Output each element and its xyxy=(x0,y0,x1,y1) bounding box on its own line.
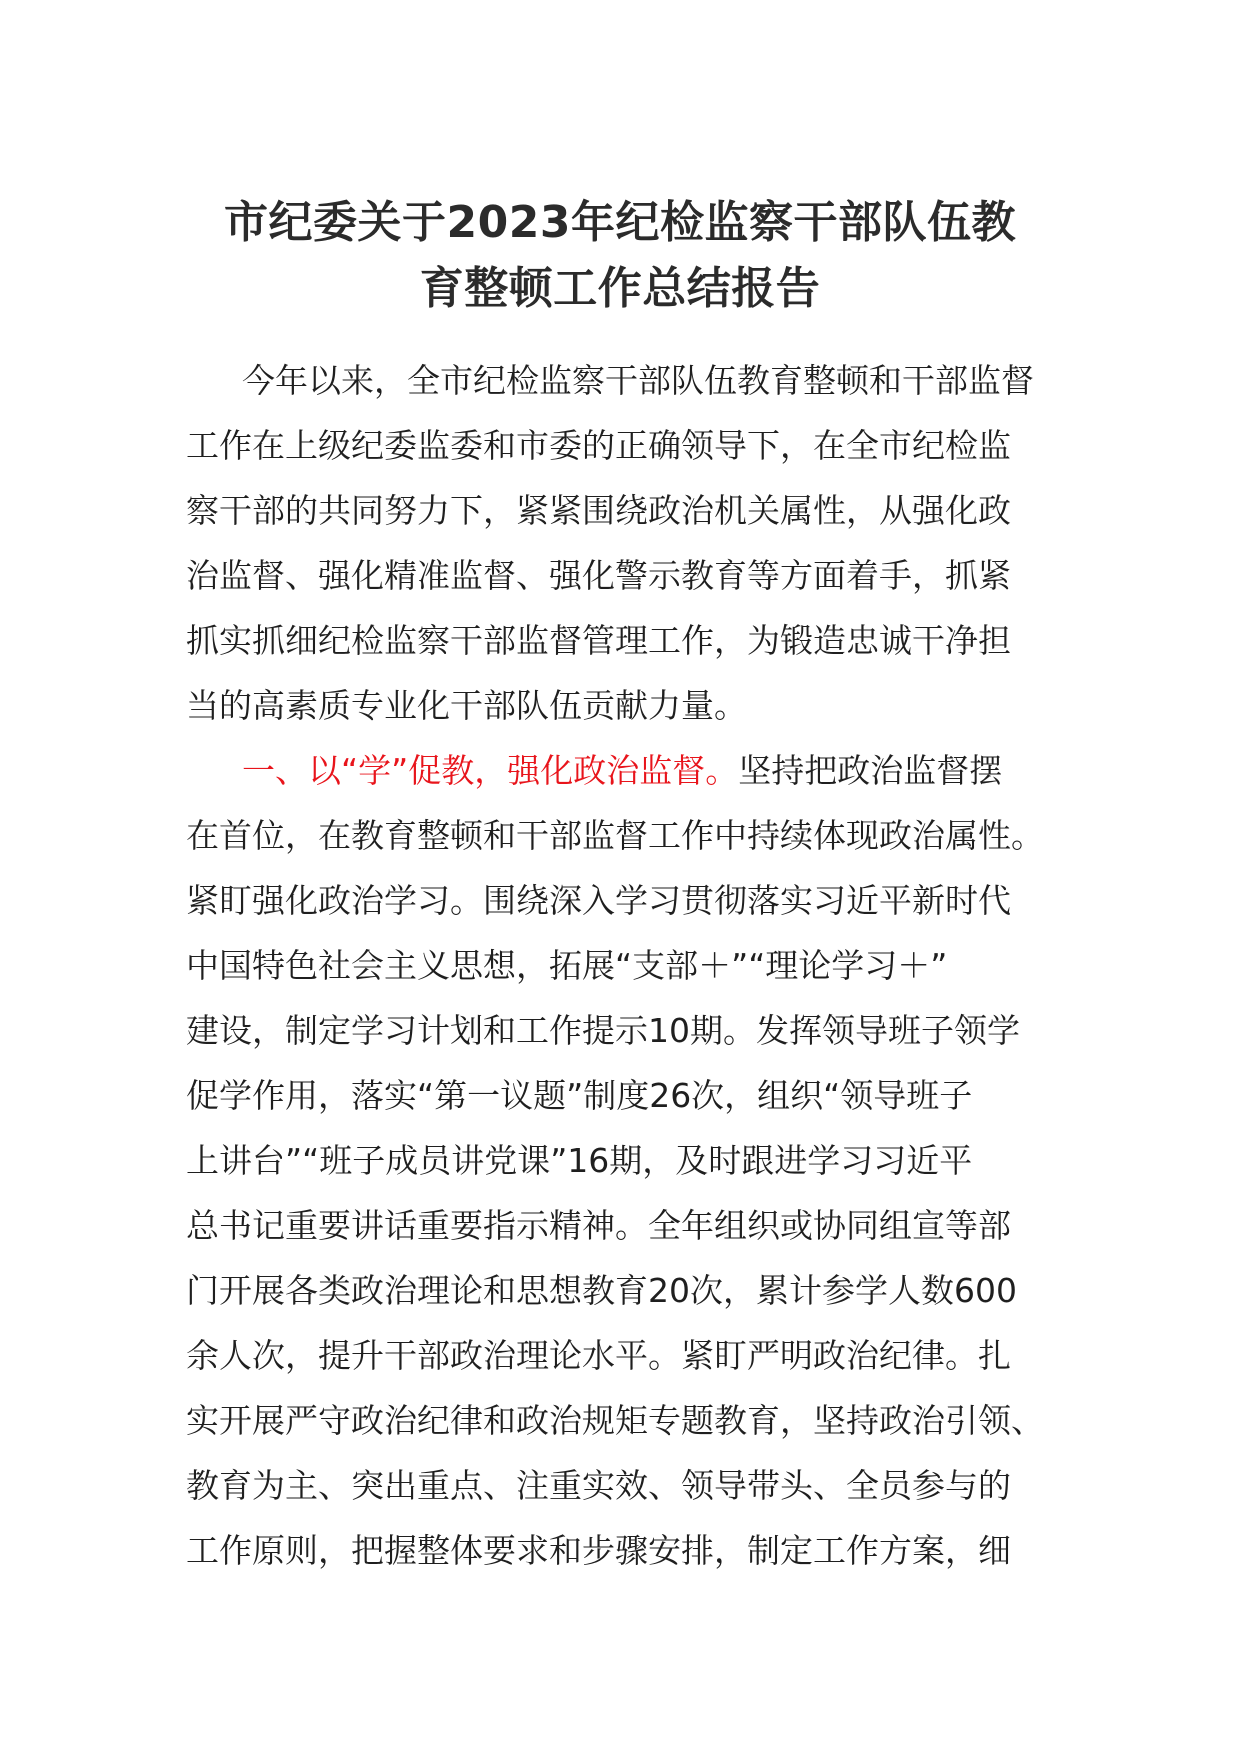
paragraph-line: 今年以来，全市纪检监察干部队伍教育整顿和干部监督 xyxy=(242,361,1034,400)
section-heading-rest: 坚持把政治监督摆 xyxy=(738,751,1003,790)
paragraph-line: 察干部的共同努力下，紧紧围绕政治机关属性，从强化政 xyxy=(186,491,1011,530)
paragraph-intro xyxy=(186,348,1066,738)
paragraph-line: 中国特色社会主义思想，拓展“支部＋”“理论学习＋” xyxy=(186,946,948,985)
paragraph-line: 工作在上级纪委监委和市委的正确领导下，在全市纪检监 xyxy=(186,426,1011,465)
paragraph-line: 当的高素质专业化干部队伍贡献力量。 xyxy=(186,686,747,725)
paragraph-line: 抓实抓细纪检监察干部监督管理工作，为锻造忠诚干净担 xyxy=(186,621,1011,660)
section-heading: 一、以“学”促教，强化政治监督。 xyxy=(242,751,739,790)
paragraph-line: 门开展各类政治理论和思想教育20次，累计参学人数600 xyxy=(186,1271,1017,1310)
paragraph-line: 促学作用，落实“第一议题”制度26次，组织“领导班子 xyxy=(186,1076,973,1115)
paragraph-line: 余人次，提升干部政治理论水平。紧盯严明政治纪律。扎 xyxy=(186,1336,1011,1375)
paragraph-line: 紧盯强化政治学习。围绕深入学习贯彻落实习近平新时代 xyxy=(186,881,1011,920)
document-title xyxy=(180,190,1060,322)
paragraph-line: 治监督、强化精准监督、强化警示教育等方面着手，抓紧 xyxy=(186,556,1011,595)
paragraph-line xyxy=(186,738,1066,803)
paragraph-line: 在首位，在教育整顿和干部监督工作中持续体现政治属性。 xyxy=(186,816,1044,855)
paragraph-line: 上讲台”“班子成员讲党课”16期，及时跟进学习习近平 xyxy=(186,1141,973,1180)
paragraph-line: 实开展严守政治纪律和政治规矩专题教育，坚持政治引领、 xyxy=(186,1401,1044,1440)
document-body xyxy=(186,348,1066,1583)
paragraph-line: 教育为主、突出重点、注重实效、领导带头、全员参与的 xyxy=(186,1466,1011,1505)
title-line-1: 市纪委关于2023年纪检监察干部队伍教 xyxy=(224,197,1016,248)
paragraph-line: 建设，制定学习计划和工作提示10期。发挥领导班子领学 xyxy=(186,1011,1020,1050)
paragraph-section-1 xyxy=(186,738,1066,1583)
paragraph-line: 工作原则，把握整体要求和步骤安排，制定工作方案，细 xyxy=(186,1531,1011,1570)
paragraph-line: 总书记重要讲话重要指示精神。全年组织或协同组宣等部 xyxy=(186,1206,1011,1245)
title-line-2: 育整顿工作总结报告 xyxy=(419,263,821,314)
